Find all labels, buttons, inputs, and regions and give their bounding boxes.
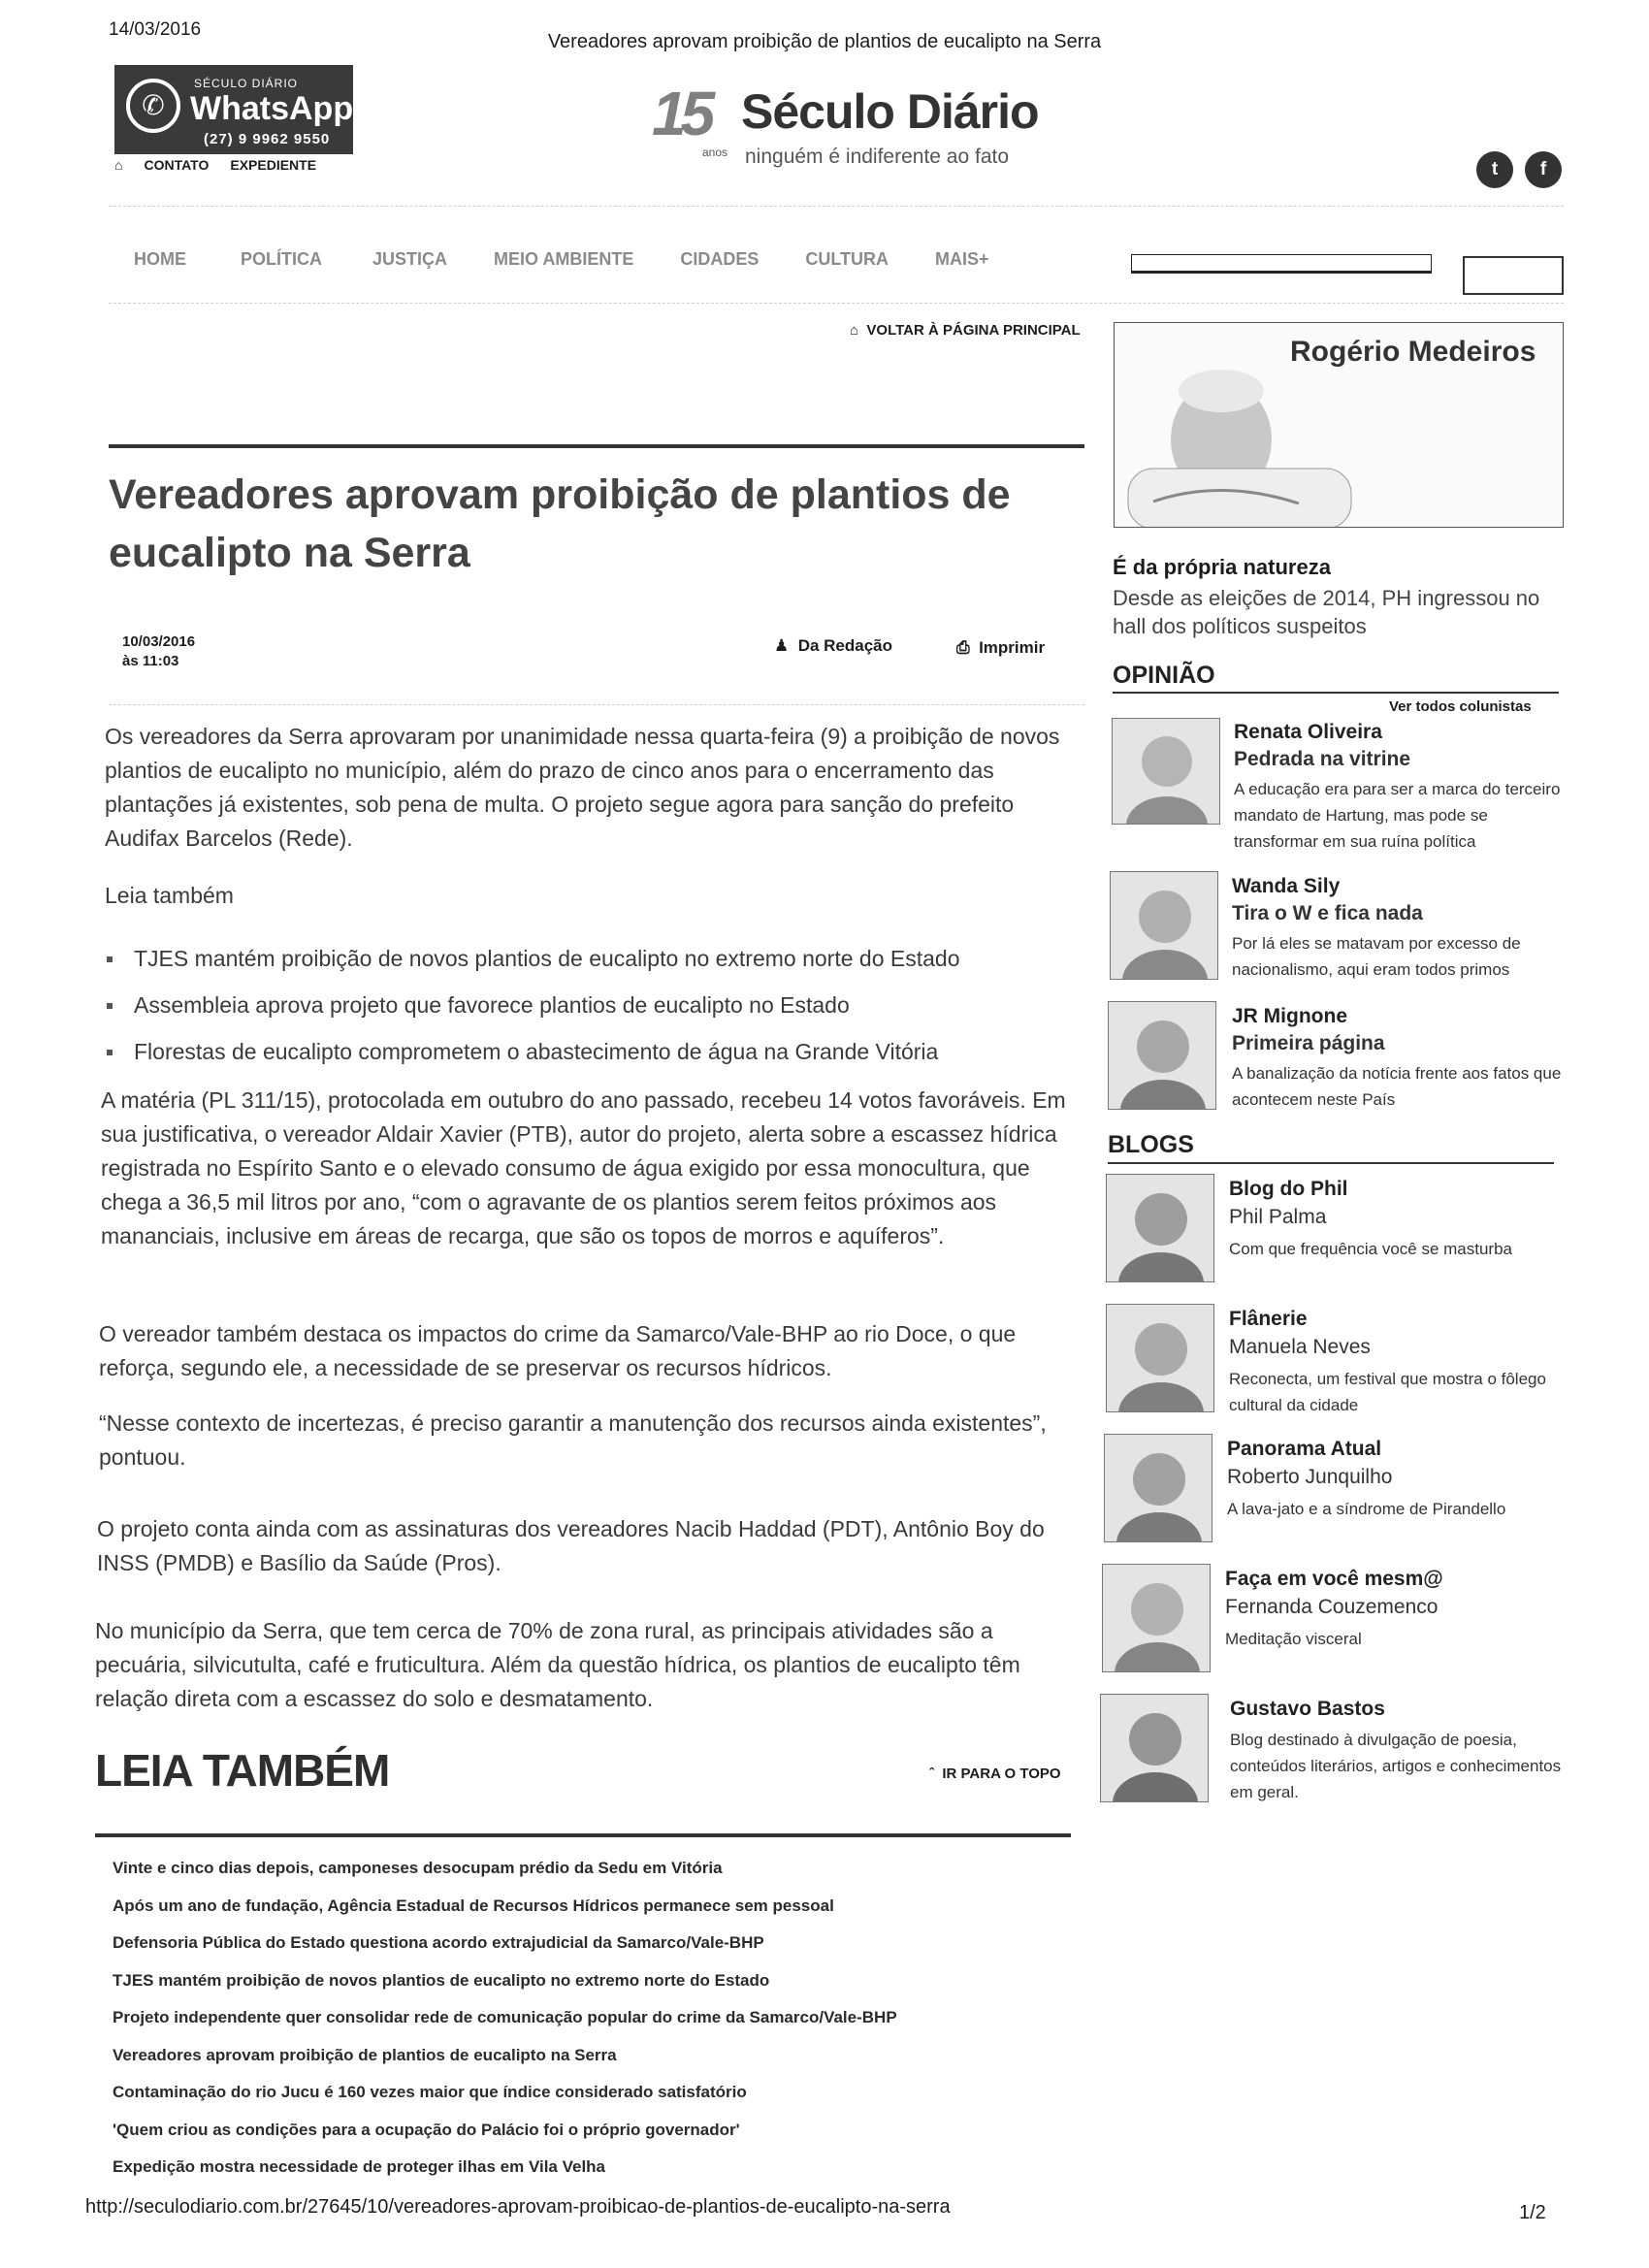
blogs-rule — [1108, 1162, 1554, 1164]
all-columnists-link[interactable]: Ver todos colunistas — [1389, 698, 1532, 715]
blog-author[interactable]: Fernanda Couzemenco — [1225, 1596, 1439, 1618]
article-author[interactable] — [774, 636, 892, 656]
whatsapp-brand-small: SÉCULO DIÁRIO — [194, 77, 299, 90]
main-nav — [134, 249, 989, 270]
related-article-link[interactable]: TJES mantém proibição de novos plantios de eucalipto no extremo norte do Estado — [113, 1970, 770, 1990]
back-to-top-link[interactable] — [929, 1766, 1061, 1782]
back-link-label: VOLTAR À PÁGINA PRINCIPAL — [866, 322, 1081, 339]
article-paragraph-1: Os vereadores da Serra aprovaram por unanimidade nessa quarta-feira (9) a proibição de novos plantios de eucalipto no município, além do prazo de cinco anos para o encerramento das plantações já existentes, sob pena de multa. O projeto segue agora para sanção do prefeito Audifax Barcelos (Rede). — [105, 724, 1060, 851]
article-paragraph-4: “Nesse contexto de incertezas, é preciso garantir a manutenção dos recursos ainda existentes”, pontuou. — [99, 1410, 1047, 1470]
related-article-link[interactable]: Contaminação do rio Jucu é 160 vezes maior que índice considerado satisfatório — [113, 2083, 747, 2101]
article-author-label: Da Redação — [797, 636, 893, 655]
article-date — [122, 632, 195, 671]
opinion-title[interactable]: Tira o W e fica nada — [1232, 902, 1423, 924]
nav-divider-bottom — [109, 303, 1564, 304]
blog-author[interactable]: Phil Palma — [1229, 1206, 1327, 1228]
logo-slogan: ninguém é indiferente ao fato — [745, 146, 1010, 168]
opinion-desc: A educação era para ser a marca do terceiro mandato de Hartung, mas pode se transformar em sua ruína política — [1234, 780, 1561, 851]
nav-politica[interactable]: POLÍTICA — [241, 249, 322, 269]
print-date: 14/03/2016 — [109, 19, 202, 40]
print-url: http://seculodiario.com.br/27645/10/vereadores-aprovam-proibicao-de-plantios-de-eucalipto-na-serra — [85, 2196, 951, 2218]
logo-name: Século Diário — [741, 84, 1039, 139]
blog-desc: Blog destinado à divulgação de poesia, conteúdos literários, artigos e conhecimentos em geral. — [1230, 1731, 1562, 1801]
leia-tambem-inline-list — [105, 942, 1084, 1082]
home-icon[interactable]: ⌂ — [114, 157, 123, 173]
avatar[interactable] — [1106, 1304, 1214, 1412]
meta-divider — [109, 704, 1084, 705]
leia-tambem-label: Leia também — [105, 883, 234, 908]
nav-home[interactable]: HOME — [134, 249, 186, 269]
featured-article-title[interactable]: É da própria natureza — [1113, 555, 1331, 579]
nav-cidades[interactable]: CIDADES — [680, 249, 760, 269]
opinion-author[interactable]: Wanda Sily — [1232, 875, 1341, 897]
nav-divider-top — [109, 206, 1564, 207]
whatsapp-phone: (27) 9 9962 9550 — [204, 131, 331, 147]
avatar-image — [1113, 719, 1220, 825]
chevron-up-icon: ˆ — [929, 1766, 934, 1782]
avatar-image — [1107, 1175, 1214, 1282]
avatar[interactable] — [1108, 1001, 1216, 1110]
headline-rule — [109, 444, 1084, 448]
avatar[interactable] — [1110, 871, 1218, 980]
logo-anniversary-label: anos — [702, 146, 728, 159]
avatar-image — [1111, 872, 1218, 980]
printer-icon: ⎙ — [956, 638, 970, 657]
avatar-image — [1101, 1695, 1209, 1802]
related-article-link[interactable]: Projeto independente quer consolidar rede de comunicação popular do crime da Samarco/Vale-BHP — [113, 2008, 897, 2026]
opinion-title[interactable]: Primeira página — [1232, 1032, 1385, 1054]
print-button[interactable] — [956, 638, 1045, 658]
avatar[interactable] — [1104, 1434, 1212, 1542]
nav-cultura[interactable]: CULTURA — [805, 249, 889, 269]
avatar-image — [1107, 1305, 1214, 1412]
avatar[interactable] — [1100, 1694, 1209, 1802]
opinion-desc: Por lá eles se matavam por excesso de nacionalismo, aqui eram todos primos — [1232, 934, 1521, 979]
avatar-image — [1103, 1565, 1211, 1672]
contact-link[interactable]: CONTATO — [144, 157, 210, 173]
article-paragraph-2: A matéria (PL 311/15), protocolada em outubro do ano passado, recebeu 14 votos favoráveis. Em sua justificativa, o vereador Aldair Xavier (PTB), autor do projeto, alerta sobre a escassez hídrica registrada no Espírito Santo e o elevado consumo de água exigido por essa monocultura, que chega a 36,5 mil litros por ano, “com o agravante de os plantios serem feitos próximos aos mananciais, inclusive em áreas de recarga, que são os topos de morros e aquíferos”. — [101, 1087, 1066, 1248]
whatsapp-label: WhatsApp — [190, 90, 354, 127]
related-article-link[interactable]: Vinte e cinco dias depois, camponeses desocupam prédio da Sedu em Vitória — [113, 1859, 723, 1877]
staff-link[interactable]: EXPEDIENTE — [230, 157, 317, 173]
blog-name[interactable]: Gustavo Bastos — [1230, 1698, 1385, 1720]
whatsapp-icon: ✆ — [126, 79, 180, 133]
opinion-desc: A banalização da notícia frente aos fatos que acontecem neste País — [1232, 1064, 1562, 1109]
twitter-icon[interactable]: t — [1476, 151, 1513, 188]
avatar[interactable] — [1102, 1564, 1211, 1672]
blog-name[interactable]: Flânerie — [1229, 1308, 1308, 1330]
nav-justica[interactable]: JUSTIÇA — [372, 249, 448, 269]
related-article-link[interactable]: Vereadores aprovam proibição de plantios de eucalipto na Serra — [113, 2045, 617, 2064]
blog-name[interactable]: Faça em você mesm@ — [1225, 1568, 1443, 1590]
back-to-top-label: IR PARA O TOPO — [942, 1766, 1061, 1782]
user-icon: ♟ — [774, 636, 790, 655]
blogs-heading: BLOGS — [1108, 1131, 1194, 1158]
related-article-link[interactable]: Defensoria Pública do Estado questiona acordo extrajudicial da Samarco/Vale-BHP — [113, 1933, 764, 1952]
print-button-label: Imprimir — [979, 638, 1046, 657]
article-paragraph-5: O projeto conta ainda com as assinaturas dos vereadores Nacib Haddad (PDT), Antônio Boy do INSS (PMDB) e Basílio da Saúde (Pros). — [97, 1516, 1045, 1575]
logo-anniversary-number: 15 — [652, 79, 710, 148]
print-title: Vereadores aprovam proibição de plantios de eucalipto na Serra — [547, 31, 1102, 52]
top-links — [114, 157, 316, 173]
blog-author[interactable]: Manuela Neves — [1229, 1336, 1371, 1358]
opinion-author[interactable]: Renata Oliveira — [1234, 721, 1382, 743]
leia-tambem-rule — [95, 1833, 1071, 1837]
whatsapp-badge[interactable] — [114, 65, 353, 154]
avatar[interactable] — [1106, 1174, 1214, 1282]
opinion-author[interactable]: JR Mignone — [1232, 1005, 1347, 1027]
search-input[interactable] — [1131, 254, 1432, 274]
opiniao-heading: OPINIÃO — [1113, 662, 1215, 689]
avatar-image — [1109, 1002, 1216, 1110]
featured-article-desc: Desde as eleições de 2014, PH ingressou no hall dos políticos suspeitos — [1113, 586, 1540, 638]
related-article-link[interactable]: Após um ano de fundação, Agência Estadual de Recursos Hídricos permanece sem pessoal — [113, 1895, 834, 1915]
print-page-number: 1/2 — [1519, 2202, 1546, 2223]
avatar[interactable] — [1112, 718, 1220, 825]
nav-meio-ambiente[interactable]: MEIO AMBIENTE — [494, 249, 634, 269]
related-article-link[interactable]: Expedição mostra necessidade de proteger ilhas em Vila Velha — [113, 2157, 606, 2176]
blog-author[interactable]: Roberto Junquilho — [1227, 1466, 1393, 1488]
blog-name[interactable]: Panorama Atual — [1227, 1438, 1382, 1460]
related-article-link[interactable]: 'Quem criou as condições para a ocupação do Palácio foi o próprio governador' — [113, 2120, 740, 2139]
avatar-image — [1105, 1435, 1212, 1542]
blog-desc: Meditação visceral — [1225, 1630, 1362, 1648]
article-date-time: às 11:03 — [122, 653, 179, 669]
nav-mais[interactable]: MAIS+ — [935, 249, 989, 269]
blog-desc: Reconecta, um festival que mostra o fôlego cultural da cidade — [1229, 1370, 1546, 1414]
leia-tambem-inline-link[interactable]: Assembleia aprova projeto que favorece plantios de eucalipto no Estado — [105, 988, 1084, 1022]
article-paragraph-3: O vereador também destaca os impactos do crime da Samarco/Vale-BHP ao rio Doce, o que reforça, segundo ele, a necessidade de se preservar os recursos hídricos. — [99, 1321, 1017, 1380]
leia-tambem-inline-link[interactable]: TJES mantém proibição de novos plantios de eucalipto no extremo norte do Estado — [105, 942, 1084, 976]
article-paragraph-6: No município da Serra, que tem cerca de 70% de zona rural, as principais atividades são a pecuária, silvicutulta, café e fruticultura. Além da questão hídrica, os plantios de eucalipto têm relação direta com a escassez do solo e desmatamento. — [95, 1618, 1020, 1711]
related-articles-list — [113, 1857, 897, 2193]
back-to-home-link[interactable] — [850, 322, 1081, 339]
article-date-day: 10/03/2016 — [122, 633, 196, 650]
article-title: Vereadores aprovam proibição de plantios de eucalipto na Serra — [109, 471, 1011, 576]
blog-desc: Com que frequência você se masturba — [1229, 1240, 1512, 1258]
home-icon: ⌂ — [850, 322, 859, 339]
opiniao-rule — [1113, 692, 1559, 694]
blog-name[interactable]: Blog do Phil — [1229, 1178, 1348, 1200]
leia-tambem-inline-link[interactable]: Florestas de eucalipto comprometem o abastecimento de água na Grande Vitória — [105, 1035, 1084, 1069]
opinion-title[interactable]: Pedrada na vitrine — [1234, 748, 1411, 770]
featured-columnist-name: Rogério Medeiros — [1290, 336, 1536, 368]
facebook-icon[interactable]: f — [1525, 151, 1562, 188]
leia-tambem-heading: LEIA TAMBÉM — [95, 1745, 390, 1796]
search-button[interactable] — [1463, 256, 1564, 295]
blog-desc: A lava-jato e a síndrome de Pirandello — [1227, 1500, 1506, 1518]
